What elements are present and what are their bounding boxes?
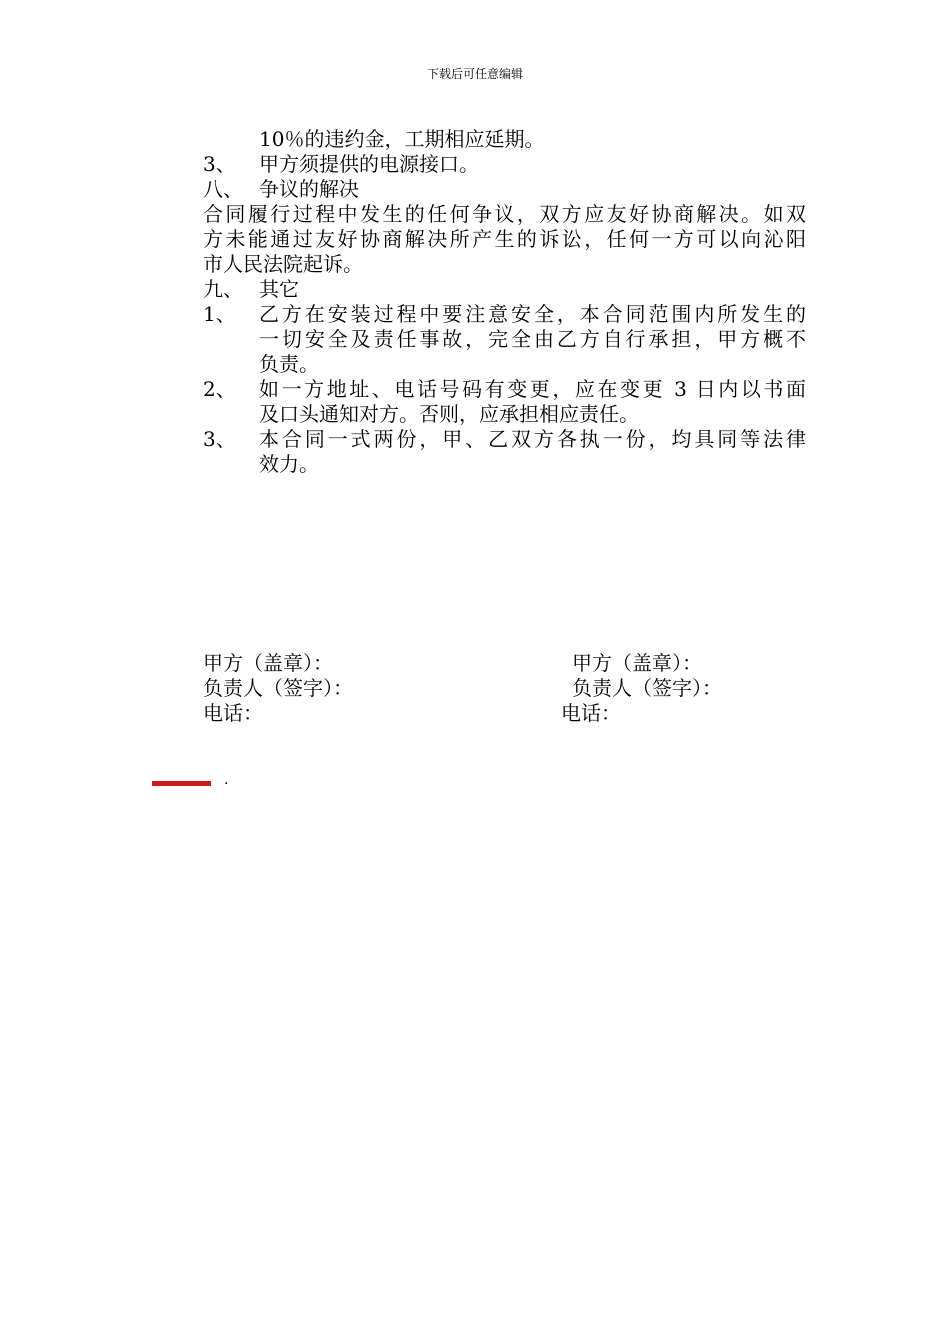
right-responsible-person-label: 负责人（签字）： bbox=[572, 676, 722, 700]
penalty-line: 10％的违约金，工期相应延期。 bbox=[259, 127, 545, 151]
other-item-3-line-2: 效力。 bbox=[259, 452, 319, 476]
red-divider-bar bbox=[152, 781, 211, 786]
page-header: 下载后可任意编辑 bbox=[426, 67, 523, 81]
other-item-1-line-1: 乙方在安装过程中要注意安全，本合同范围内所发生的 bbox=[259, 302, 806, 326]
other-item-2-line-1: 如一方地址、电话号码有变更，应在变更 3 日内以书面 bbox=[259, 377, 806, 401]
other-item-1-line-3: 负责。 bbox=[259, 352, 319, 376]
left-responsible-person-label: 负责人（签字）： bbox=[203, 676, 353, 700]
left-party-seal-label: 甲方（盖章）： bbox=[203, 651, 333, 675]
dispute-paragraph-line-1: 合同履行过程中发生的任何争议，双方应友好协商解决。如双 bbox=[203, 202, 806, 226]
left-phone-label: 电话： bbox=[203, 701, 263, 725]
other-item-1-number: 1、 bbox=[203, 302, 236, 326]
right-phone-label: 电话： bbox=[561, 701, 621, 725]
other-item-3-number: 3、 bbox=[203, 427, 236, 451]
dispute-paragraph-line-3: 市人民法院起诉。 bbox=[203, 252, 363, 276]
other-item-1-line-2: 一切安全及责任事故，完全由乙方自行承担，甲方概不 bbox=[259, 327, 806, 351]
dispute-paragraph-line-2: 方未能通过友好协商解决所产生的诉讼，任何一方可以向沁阳 bbox=[203, 227, 806, 251]
right-party-seal-label: 甲方（盖章）： bbox=[572, 651, 702, 675]
other-item-3-line-1: 本合同一式两份，甲、乙双方各执一份，均具同等法律 bbox=[259, 427, 806, 451]
section-8-title: 争议的解决 bbox=[259, 177, 359, 201]
section-9-number: 九、 bbox=[203, 277, 243, 301]
footer-dot: . bbox=[224, 772, 229, 788]
other-item-2-line-2: 及口头通知对方。否则，应承担相应责任。 bbox=[259, 402, 639, 426]
item-3-number: 3、 bbox=[203, 152, 236, 176]
item-3-text: 甲方须提供的电源接口。 bbox=[259, 152, 479, 176]
section-9-title: 其它 bbox=[259, 277, 299, 301]
other-item-2-number: 2、 bbox=[203, 377, 236, 401]
section-8-number: 八、 bbox=[203, 177, 243, 201]
